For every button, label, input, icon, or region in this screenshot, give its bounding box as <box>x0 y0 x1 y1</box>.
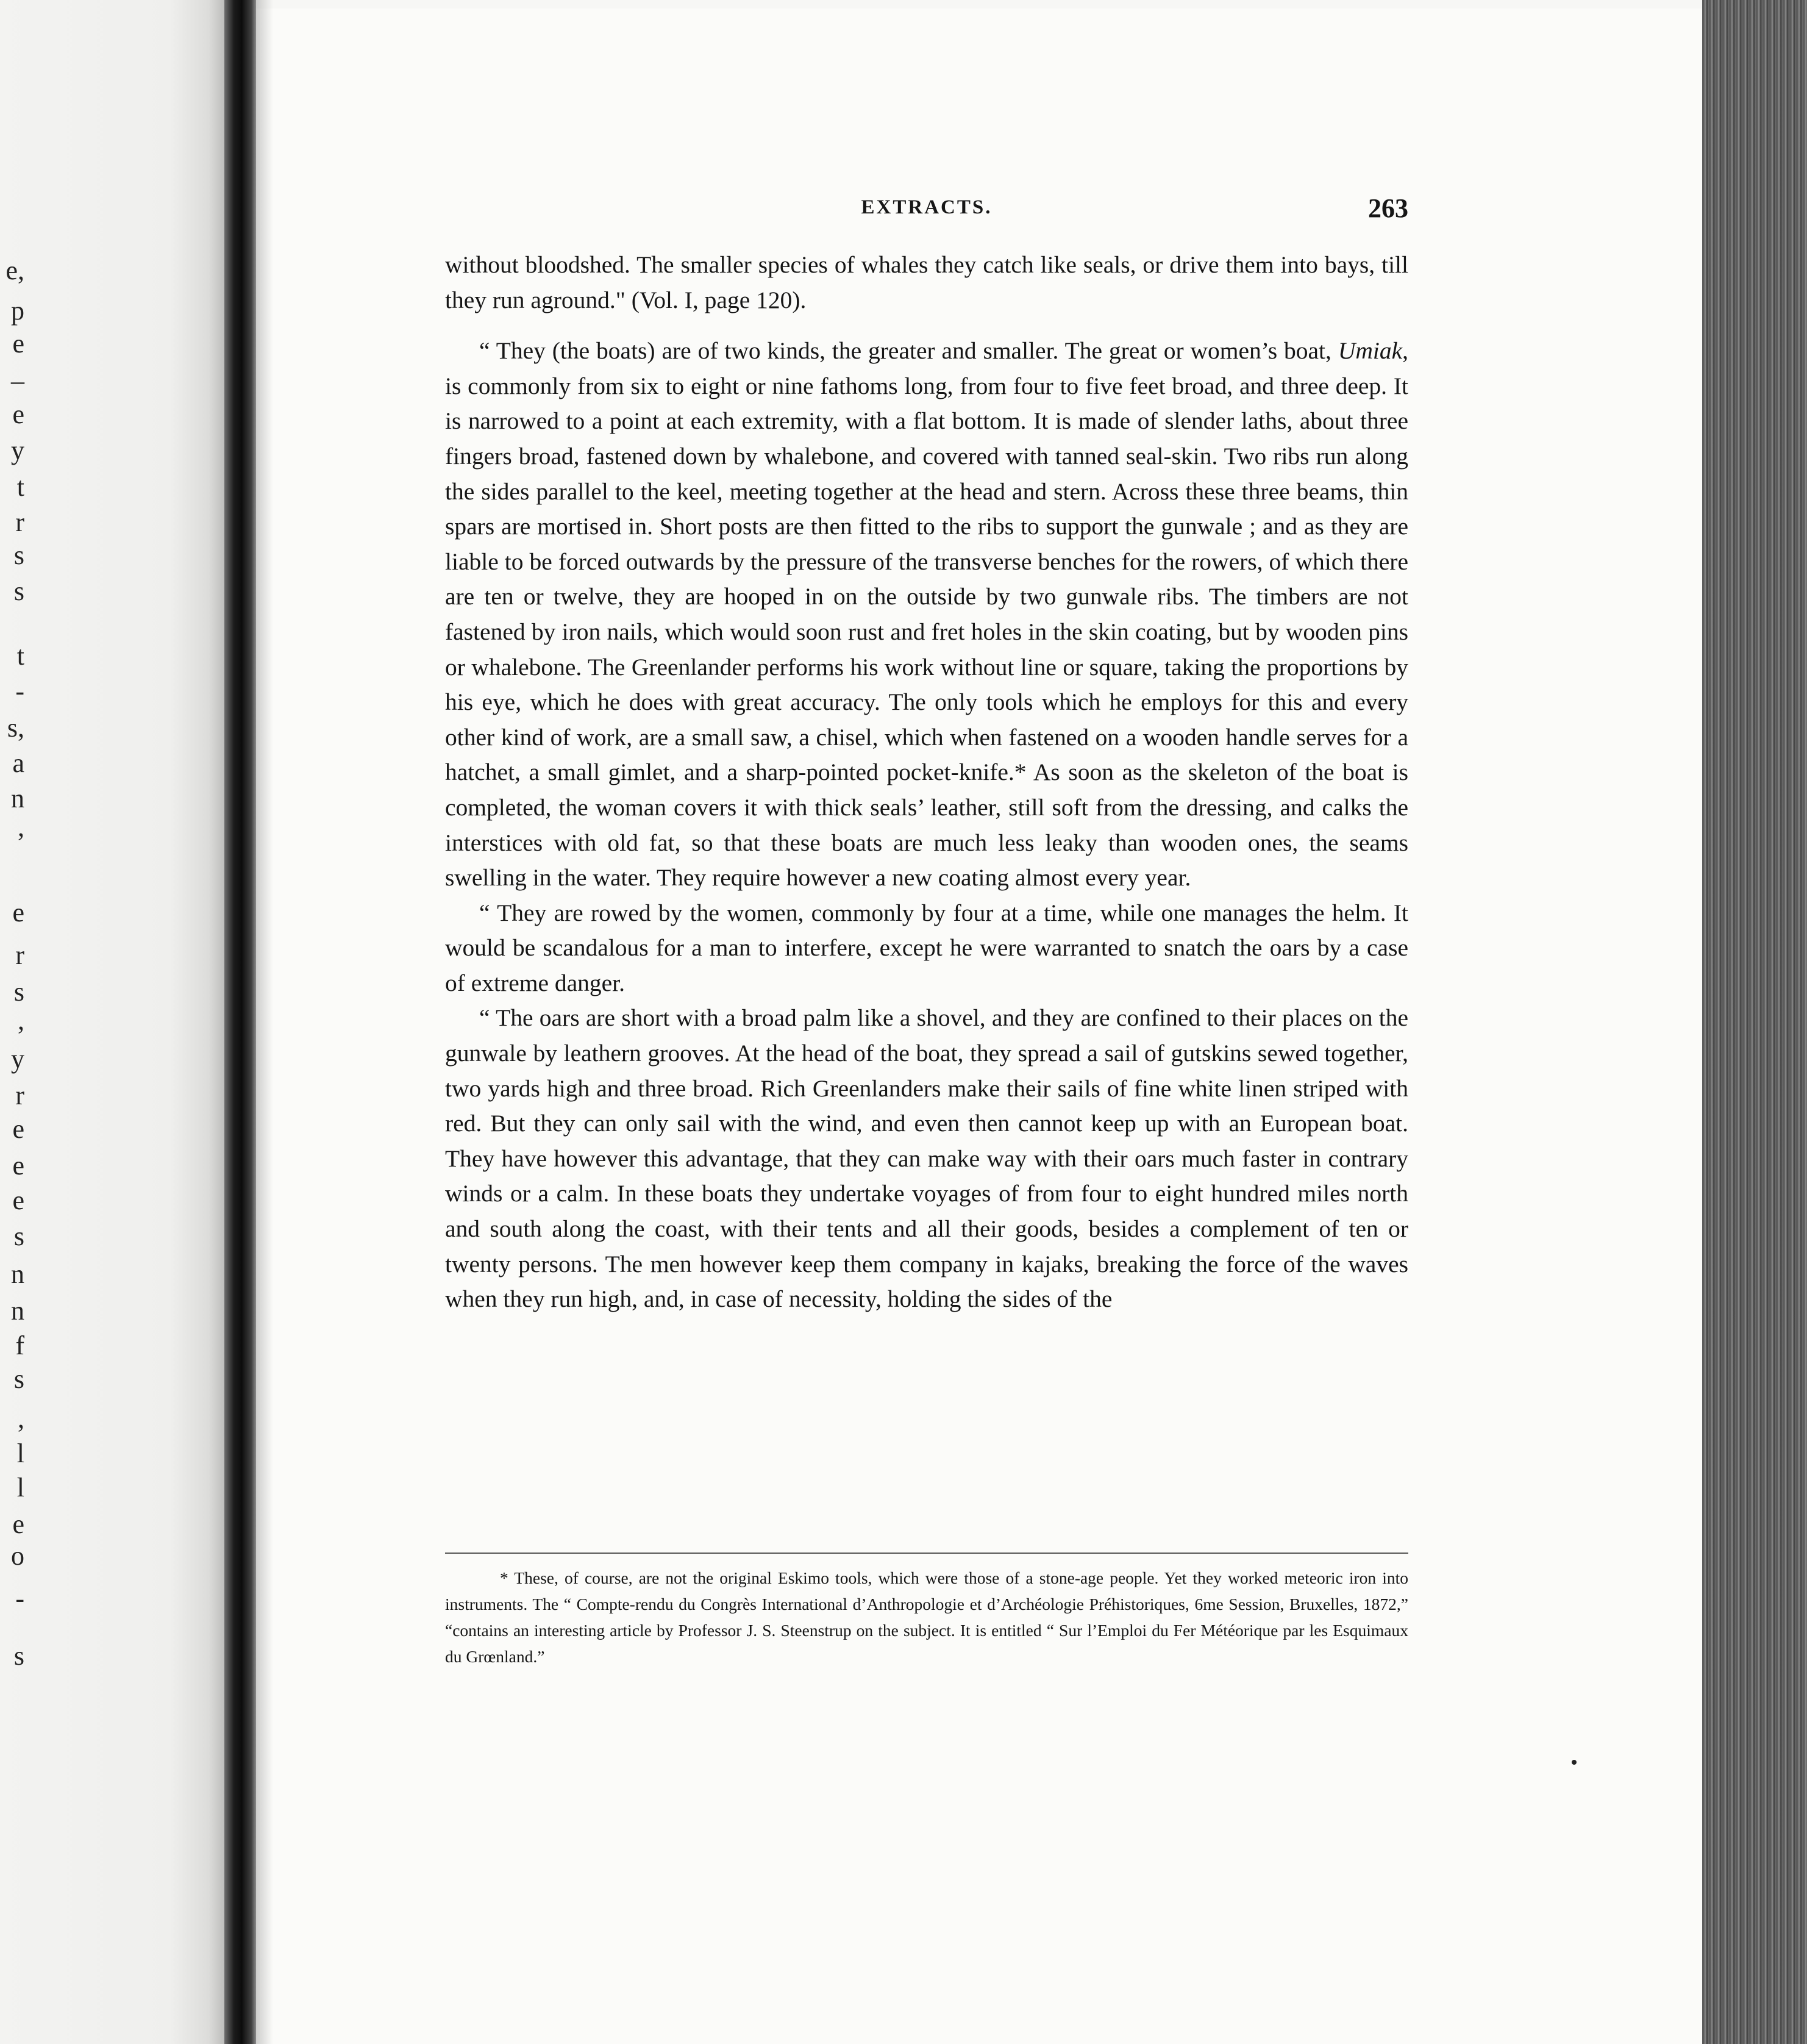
facing-page-fragment: n <box>11 1259 24 1289</box>
running-header <box>445 193 1408 229</box>
paragraph-text-run: “ They (the boats) are of two kinds, the greater and smaller. The great or women’s boat, <box>479 337 1338 365</box>
body-paragraph: “ The oars are short with a broad palm like a shovel, and they are confined to their places on the gunwale by leathern grooves. At the head of the boat, they spread a sail of gutskins sewed together, two yards high and three broad. Rich Greenlanders make their sails of fine white linen striped with red. But they can only sail with the wind, and even then cannot keep up with an European boat. They have however this advantage, that they can make way with their oars much faster in contrary winds or a calm. In these boats they undertake voyages of from four to eight hundred miles north and south along the coast, with their tents and all their goods, besides a complement of ten or twenty persons. The men however keep them company in kajaks, breaking the force of the waves when they run high, and, in case of necessity, holding the sides of the <box>445 1004 1408 1313</box>
facing-page-fragment: n <box>11 784 24 813</box>
facing-page-fragment: , <box>18 1006 24 1035</box>
facing-page-fragment: e, <box>5 255 24 285</box>
body-paragraph <box>445 334 1408 896</box>
book-gutter <box>224 0 256 2044</box>
facing-page-fragment: e <box>12 1151 24 1181</box>
facing-page-fragment: r <box>15 507 24 537</box>
footnote-text: * These, of course, are not the original Eskimo tools, which were those of a stone-age people. Yet they worked meteoric iron into instruments. The “ Compte-rendu du Congrès International d’Anthropologie et d’Archéologie Préhistoriques, 6me Session, Bruxelles, 1872,” “contains an interesting article by Professor J. S. Steenstrup on the subject. It is entitled “ Sur l’Emploi du Fer Météorique par les Esquimaux du Grœnland.” <box>445 1568 1408 1666</box>
facing-page-fragment: e <box>12 898 24 927</box>
facing-page-fragment: - <box>15 1584 24 1613</box>
facing-page-text-fragments <box>0 0 24 2044</box>
facing-page-fragment: s <box>13 977 24 1007</box>
page-block-edge <box>1702 0 1807 2044</box>
facing-page-fragment: e <box>12 1114 24 1144</box>
facing-page-fragment: e <box>12 399 24 429</box>
facing-page-fragment: y <box>11 435 24 465</box>
facing-page-fragment: r <box>15 1081 24 1110</box>
facing-page-fragment: s, <box>7 713 24 743</box>
footnote <box>445 1565 1408 1670</box>
body-paragraph: “ They are rowed by the women, commonly by four at a time, while one manages the helm. It would be scandalous for a man to interfere, except he were warranted to snatch the oars by a case of extreme danger. <box>445 899 1408 996</box>
facing-page-left <box>0 0 227 2044</box>
facing-page-fragment: e <box>12 1509 24 1539</box>
facing-page-fragment: t <box>16 472 24 502</box>
body-text <box>445 248 1408 1317</box>
facing-page-fragment: - <box>15 676 24 706</box>
facing-page-fragment: – <box>11 366 24 396</box>
facing-page-fragment: y <box>11 1044 24 1074</box>
footnote-rule <box>445 1553 1408 1554</box>
facing-page-fragment: , <box>18 812 24 842</box>
facing-page-fragment: , <box>18 1404 24 1434</box>
italic-term-umiak: Umiak <box>1338 337 1403 365</box>
running-title: EXTRACTS. <box>861 196 993 218</box>
facing-page-fragment: t <box>16 641 24 671</box>
facing-page-fragment: f <box>15 1331 24 1360</box>
facing-page-fragment: s <box>13 540 24 570</box>
facing-page-fragment: s <box>13 1641 24 1671</box>
facing-page-fragment: p <box>11 296 24 326</box>
paragraph-text-run: , is commonly from six to eight or nine fathoms long, from four to five feet broad, and three deep. It is narrowed to a point at each extremity, with a flat bottom. It is made of slender laths, about three fingers broad, fastened down by whalebone, and covered with tanned seal-skin. Two ribs run along the sides parallel to the keel, meeting together at the head and stern. Across these three beams, thin spars are mortised in. Short posts are then fitted to the ribs to support the gunwale ; and as they are liable to be forced outwards by the pressure of the transverse benches for the rowers, of which there are ten or twelve, they are hooped in on the outside by two gunwale ribs. The timbers are not fastened by iron nails, which would soon rust and fret holes in the skin coating, but by wooden pins or whalebone. The Greenlander performs his work without line or square, taking the proportions by his eye, which he does with great accuracy. The only tools which he employs for this and every other kind of work, are a small saw, a chisel, which when fastened on a wooden handle serves for a hatchet, a small gimlet, and a sharp-pointed pocket-knife.* As soon as the skeleton of the boat is completed, the woman covers it with thick seals’ leather, still soft from the dressing, and calks the interstices with old fat, so that these boats are much less leaky than wooden ones, the seams swelling in the water. They require however a new coating almost every year. <box>445 337 1408 892</box>
body-paragraph: without bloodshed. The smaller species of whales they catch like seals, or drive them into bays, till they run aground." (Vol. I, page 120). <box>445 251 1408 313</box>
facing-page-fragment: e <box>12 329 24 359</box>
page-number: 263 <box>1368 193 1408 223</box>
facing-page-fragment: s <box>13 1221 24 1251</box>
facing-page-fragment: s <box>13 576 24 606</box>
facing-page-fragment: l <box>16 1438 24 1468</box>
facing-page-fragment: r <box>15 940 24 970</box>
scan-speck <box>1572 1760 1577 1765</box>
gutter-shadow <box>256 0 273 2044</box>
facing-page-fragment: s <box>13 1364 24 1394</box>
facing-page-fragment: n <box>11 1296 24 1326</box>
facing-page-fragment: l <box>16 1473 24 1503</box>
facing-page-fragment: o <box>11 1541 24 1571</box>
facing-page-fragment: a <box>12 748 24 778</box>
facing-page-fragment: e <box>12 1185 24 1215</box>
